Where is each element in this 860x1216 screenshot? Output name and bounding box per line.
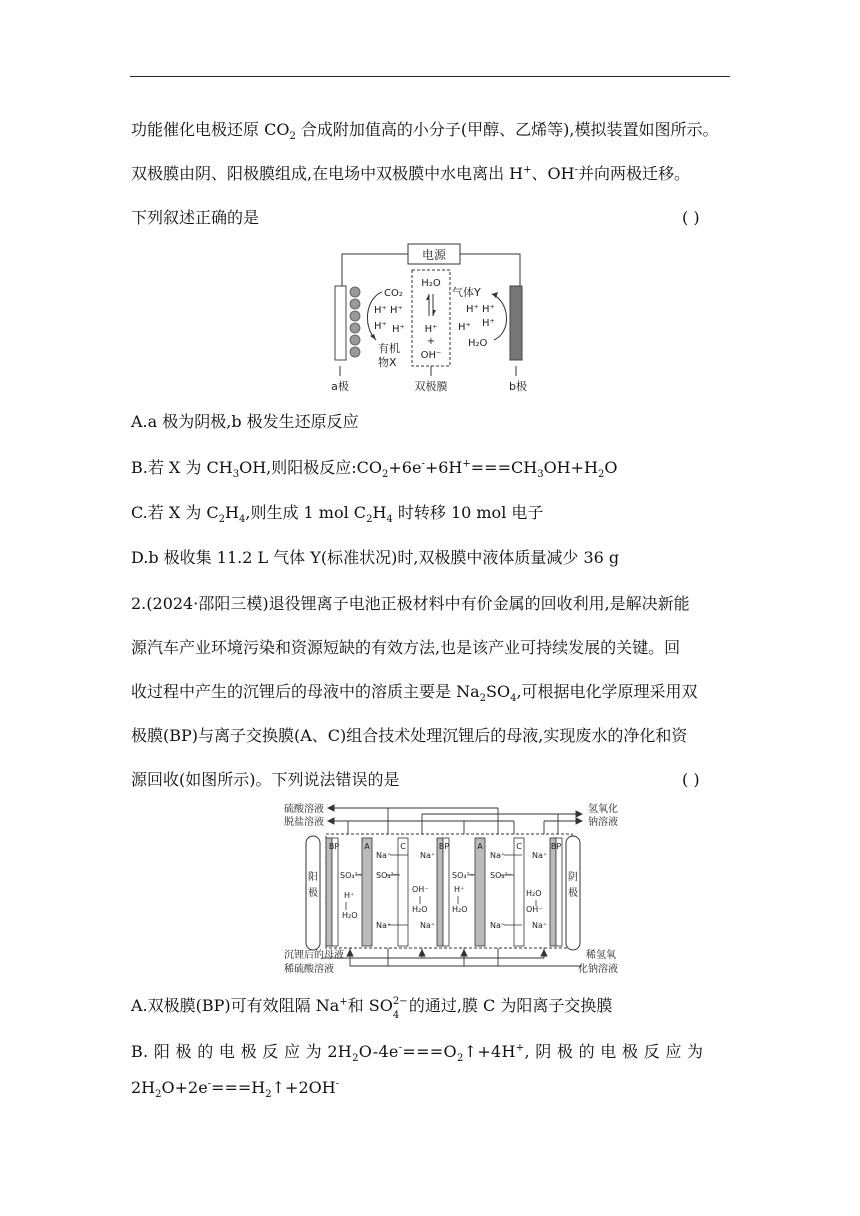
svg-text:H₂O: H₂O [421,278,441,289]
header-rule [130,76,730,77]
svg-text:阴: 阴 [568,872,578,883]
catalyst-beads [350,287,360,357]
q2-line-5: 源回收(如图所示)。下列说法错误的是 [131,770,400,789]
bipolar-membrane-electrodialysis-figure [282,800,632,980]
svg-text:OH⁻: OH⁻ [420,350,442,361]
svg-text:H⁺: H⁺ [466,304,479,315]
svg-text:气体Y: 气体Y [452,286,481,299]
svg-text:H⁺: H⁺ [374,321,387,332]
svg-text:稀硫酸溶液: 稀硫酸溶液 [284,964,334,975]
svg-text:BP: BP [550,842,562,851]
q2-option-b-line-1: B. 阳 极 的 电 极 反 应 为 $2H_2O-4e^-===O_2↑+4H^+$, 阴 极 的 电 极 反 应 为 [131,1042,704,1065]
svg-text:A: A [364,842,370,851]
svg-text:SO₄²⁻: SO₄²⁻ [452,871,475,880]
svg-text:+: + [426,336,436,347]
q1-answer-paren: ( ) [682,208,700,227]
label-bipolar-membrane: 双极膜 [414,380,448,393]
svg-text:H₂O: H₂O [526,889,542,898]
svg-text:Na⁺: Na⁺ [420,851,436,860]
q1-line-1: 功能催化电极还原 $CO_2$ 合成附加值高的小分子(甲醇、乙烯等),模拟装置如图所示。 [131,120,719,143]
svg-text:H⁺: H⁺ [424,324,438,335]
svg-text:物X: 物X [378,356,397,369]
q1-line-3: 下列叙述正确的是 [131,208,260,227]
q2-option-b-line-2: $2H_2O+2e^-===H_2↑+2OH^-$ [131,1078,340,1101]
svg-text:H⁺: H⁺ [458,322,471,333]
q2-answer-paren: ( ) [682,770,700,789]
svg-text:沉锂后的母液: 沉锂后的母液 [284,950,344,961]
svg-text:C: C [400,842,406,851]
svg-text:H₂O: H₂O [468,338,488,349]
svg-text:OH⁻: OH⁻ [526,905,543,914]
svg-text:OH⁻: OH⁻ [412,885,429,894]
svg-text:有机: 有机 [378,342,400,355]
svg-text:SO₄²⁻: SO₄²⁻ [376,871,399,880]
svg-text:SO₄²⁻: SO₄²⁻ [340,871,363,880]
svg-text:H⁺: H⁺ [482,304,495,315]
svg-text:A: A [477,842,483,851]
svg-text:SO₄²⁻: SO₄²⁻ [490,871,513,880]
q1-option-c: C.若 X 为 $C_2H_4$,则生成 1 mol $C_2H_4$ 时转移 10 mol 电子 [131,503,544,526]
q2-line-2: 源汽车产业环境污染和资源短缺的有效方法,也是该产业可持续发展的关键。回 [131,638,681,657]
svg-text:化钠溶液: 化钠溶液 [578,964,618,975]
svg-text:H⁺: H⁺ [344,891,355,900]
svg-text:C: C [516,842,522,851]
q1-option-d: D.b 极收集 11.2 L 气体 Y(标准状况)时,双极膜中液体质量减少 36 g [131,548,620,567]
electrode-a [335,286,346,360]
svg-text:稀氢氧: 稀氢氧 [586,950,616,961]
svg-text:硫酸溶液: 硫酸溶液 [284,804,324,815]
svg-text:BP: BP [328,842,340,851]
q2-option-a: A.双极膜(BP)可有效阻隔 Na+和 SO 2− 4 的通过,膜 C 为阳离子交换膜 [131,995,613,1021]
svg-text:阳: 阳 [308,872,318,883]
svg-text:H⁺: H⁺ [482,318,495,329]
q1-option-b: B.若 X 为 $CH_3OH$,则阳极反应$:CO_2+6e^-+6H^+===CH_3OH+H_2O$ [131,458,618,481]
svg-text:极: 极 [568,888,578,899]
q2-line-4: 极膜(BP)与离子交换膜(A、C)组合技术处理沉锂后的母液,实现废水的净化和资 [131,726,688,745]
svg-text:CO₂: CO₂ [384,288,403,299]
electrode-b [510,286,522,360]
electrolysis-figure [326,240,546,398]
svg-text:Na⁺: Na⁺ [376,851,392,860]
svg-text:Na⁺: Na⁺ [532,921,548,930]
svg-text:Na⁺: Na⁺ [490,921,506,930]
svg-text:Na⁺: Na⁺ [376,921,392,930]
svg-text:Na⁺: Na⁺ [490,851,506,860]
svg-text:H⁺: H⁺ [392,324,405,335]
q2-line-3: 收过程中产生的沉锂后的母液中的溶质主要是 $Na_2SO_4$,可根据电化学原理采用双 [131,682,698,705]
svg-text:极: 极 [308,888,318,899]
svg-text:钠溶液: 钠溶液 [588,817,618,828]
svg-text:BP: BP [438,842,450,851]
label-a-electrode: a极 [331,380,349,393]
svg-text:Na⁺: Na⁺ [532,851,548,860]
svg-text:脱盐溶液: 脱盐溶液 [284,817,324,828]
svg-text:H⁺ H⁺: H⁺ H⁺ [374,305,403,316]
svg-text:氢氧化: 氢氧化 [588,804,618,815]
svg-text:H₂O: H₂O [412,905,428,914]
svg-text:H⁺: H⁺ [454,885,465,894]
label-b-electrode: b极 [509,380,527,393]
power-label: 电源 [421,248,447,262]
svg-text:H₂O: H₂O [452,905,468,914]
q1-line-2: 双极膜由阴、阳极膜组成,在电场中双极膜中水电离出 H+、OH-并向两极迁移。 [131,164,691,183]
svg-text:Na⁺: Na⁺ [420,921,436,930]
q1-option-a: A.a 极为阴极,b 极发生还原反应 [131,412,359,431]
svg-text:H₂O: H₂O [342,911,358,920]
q2-line-1: 2.(2024·邵阳三模)退役锂离子电池正极材料中有价金属的回收利用,是解决新能 [131,594,690,613]
